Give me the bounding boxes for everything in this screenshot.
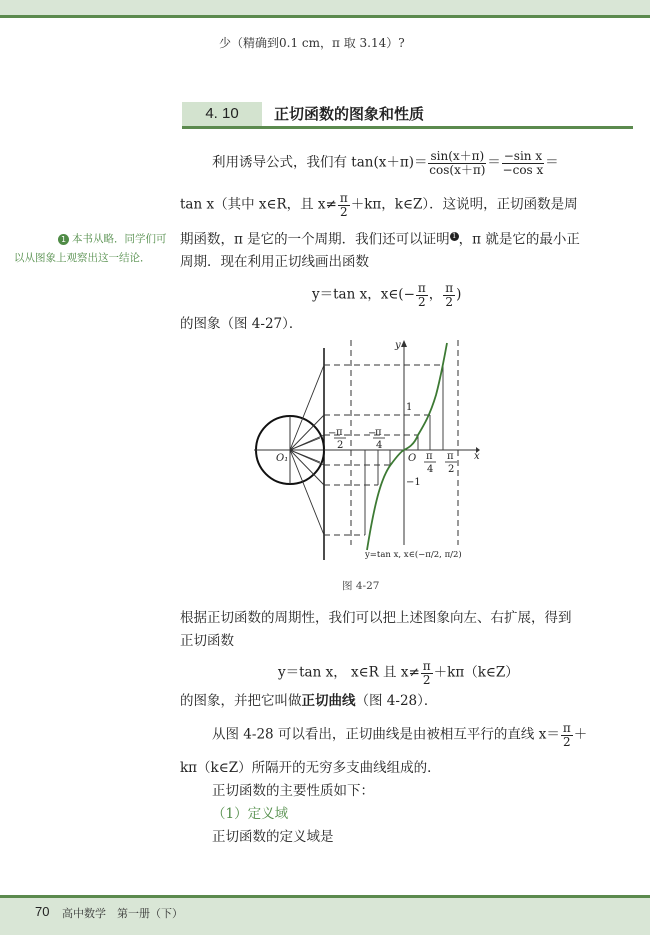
fraction (338, 192, 350, 218)
text: y＝tan x，x∈(− (312, 286, 415, 303)
numerator: π (422, 659, 431, 673)
subsection-heading-domain: （1）定义域 (212, 806, 289, 822)
denominator: 2 (562, 734, 571, 749)
paragraph-line-6: 根据正切函数的周期性，我们可以把上述图象向左、右扩展，得到 (180, 610, 572, 626)
fraction (502, 150, 544, 176)
text: ＋kπ，k∈Z）．这说明，正切函数是周 (350, 196, 578, 213)
paragraph-line-4: 周期．现在利用正切线画出函数 (180, 254, 369, 270)
formula-restricted-tan (312, 282, 461, 308)
denominator: 2 (422, 672, 431, 687)
text: （图 4-28）． (355, 693, 438, 709)
pi: π (375, 427, 382, 438)
numerator: π (562, 721, 571, 735)
paragraph-line-13: 正切函数的定义域是 (212, 829, 334, 845)
text: 利用诱导公式，我们有 tan(x＋π)＝ (212, 154, 428, 171)
paragraph-line-9 (212, 722, 587, 748)
footnote-marker-icon: 1 (58, 234, 69, 245)
paragraph-line-8 (180, 695, 437, 709)
page-number: 70 (35, 904, 50, 919)
text: tan x（其中 x∈R，且 x≠ (180, 196, 337, 213)
denominator: cos(x＋π) (429, 162, 486, 177)
denominator: 2 (445, 294, 454, 309)
paragraph-line-7: 正切函数 (180, 633, 234, 649)
pi: π (336, 427, 343, 438)
text: ＋kπ（k∈Z） (433, 664, 519, 681)
y-label-one: 1 (406, 402, 413, 413)
paragraph-line-2 (180, 192, 578, 218)
fraction (416, 282, 428, 308)
text: y＝tan x， x∈R 且 x≠ (278, 664, 420, 681)
footnote-marker[interactable]: 1 (450, 232, 459, 241)
numerator: −sin x (503, 149, 543, 163)
minus-sign: − (328, 428, 337, 439)
numerator: π (417, 281, 426, 295)
denominator: −cos x (502, 162, 544, 177)
text: ＋ (573, 726, 588, 743)
minus-sign: − (368, 428, 377, 439)
side-note (14, 230, 170, 268)
side-note-text: 本书从略．同学们可以从图象上观察出这一结论． (14, 233, 167, 264)
two: 2 (337, 440, 344, 451)
paragraph-line-11: 正切函数的主要性质如下： (212, 783, 374, 799)
book-title: 高中数学 第一册（下） (62, 907, 183, 920)
fraction (443, 282, 455, 308)
fraction (428, 150, 486, 176)
tangent-graph-figure (240, 335, 480, 575)
section-header (182, 102, 633, 129)
curve-label: y=tan x, x∈(−π/2, π/2) (365, 550, 462, 560)
y-label-minus-one: −1 (406, 477, 421, 488)
x-axis-label: x (474, 451, 480, 462)
text: 期函数，π 是它的一个周期．我们还可以证明 (180, 231, 450, 248)
text: ) (456, 286, 462, 303)
text: ， (428, 286, 443, 303)
pi: π (426, 451, 433, 462)
two: 2 (448, 464, 455, 475)
pi: π (447, 451, 454, 462)
text: ，π 就是它的最小正 (458, 231, 580, 248)
paragraph-line-10: kπ（k∈Z）所隔开的无穷多支曲线组成的． (180, 760, 441, 776)
numerator: π (445, 281, 454, 295)
key-term: 正切曲线 (301, 693, 356, 709)
paragraph-line-5: 的图象（图 4-27）． (180, 316, 303, 332)
four: 4 (376, 440, 383, 451)
previous-problem-tail: 少（精确到0.1 cm，π 取 3.14）? (219, 36, 405, 50)
text: ＝ (545, 154, 559, 171)
formula-tan-general (278, 660, 519, 686)
top-banner (0, 0, 650, 18)
circle-center-label: O₁ (276, 453, 289, 464)
figure-caption: 图 4-27 (342, 580, 380, 592)
section-number: 4. 10 (182, 102, 262, 126)
text: ＝ (487, 154, 501, 171)
text: 从图 4-28 可以看出，正切曲线是由被相互平行的直线 x＝ (212, 726, 560, 743)
y-axis-label: y (395, 340, 401, 351)
paragraph-line-1 (212, 150, 559, 176)
origin-label: O (408, 453, 417, 464)
numerator: sin(x＋π) (430, 149, 485, 163)
paragraph-line-3 (180, 232, 580, 247)
section-title: 正切函数的图象和性质 (274, 105, 425, 123)
numerator: π (339, 191, 348, 205)
fraction (421, 660, 433, 686)
denominator: 2 (418, 294, 426, 309)
denominator: 2 (339, 204, 348, 219)
text: 的图象，并把它叫做 (180, 693, 302, 709)
fraction (561, 722, 573, 748)
four: 4 (427, 464, 434, 475)
